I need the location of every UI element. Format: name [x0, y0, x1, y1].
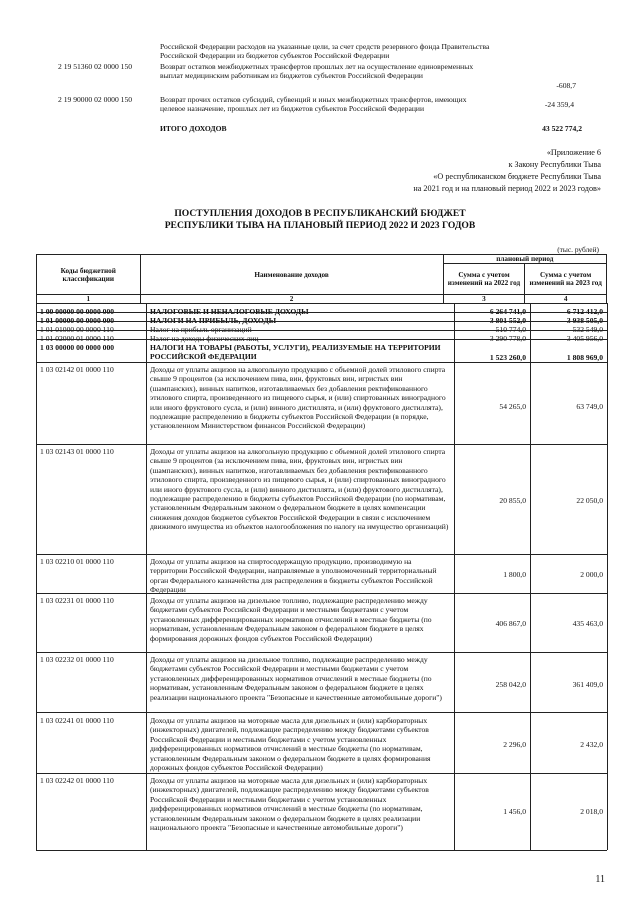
table-border: [530, 303, 531, 850]
table-row-separator: [36, 362, 607, 363]
row-value-2023: 6 712 412,0: [566, 307, 603, 316]
col-header-codes: Коды бюджетной классификации: [37, 255, 141, 295]
row-code: 1 01 01000 00 0000 110: [40, 325, 114, 334]
row-code: 1 03 02241 01 0000 110: [40, 716, 114, 725]
document-title: РЕСПУБЛИКИ ТЫВА НА ПЛАНОВЫЙ ПЕРИОД 2022 И 2023 ГОДОВ: [164, 220, 476, 231]
table-border: [146, 303, 147, 850]
row-name: Доходы от уплаты акцизов на моторные масла для дизельных и (или) карбюраторных (инжекторных) двигателей, подлежащие распределению между бюджетами субъектов Российской Федерации и местными бюджетами с учетом установленных дифференцированных нормативов отчислений в местные бюджеты (по нормативам, установленным Федеральным законом о федеральном бюджете в целях формирования дорожных фондов субъектов Российской Федерации): [150, 716, 431, 773]
row-name: Доходы от уплаты акцизов на дизельное топливо, подлежащие распределению между бюджетами субъектов Российской Федерации и местными бюджетами с учетом установленных дифференцированных нормативов отчислений в местные бюджеты (по нормативам, установленным Федеральным законом о федеральном бюджете в целях формирования дорожных фондов субъектов Российской Федерации): [150, 596, 432, 643]
page-number: 11: [595, 874, 605, 885]
row-value-2023: 361 409,0: [572, 680, 603, 689]
row-code: 1 03 02242 01 0000 110: [40, 776, 114, 785]
row-value-2023: 435 463,0: [572, 619, 603, 628]
row-name: НАЛОГИ НА ПРИБЫЛЬ, ДОХОДЫ: [150, 316, 277, 325]
row-value-2022: 2 296,0: [503, 740, 526, 749]
table-border: [454, 303, 455, 850]
row-value-2022: 258 042,0: [495, 680, 526, 689]
total-value: 43 522 774,2: [542, 124, 582, 133]
row-name: Доходы от уплаты акцизов на спиртосодержащую продукцию, производимую на территории Российской Федерации, направляемые в уполномоченный территориальный орган Федерального казначейства для распределения в бюджеты субъектов Российской Федерации: [150, 557, 437, 595]
table-row-separator: [36, 652, 607, 653]
appendix-line: к Закону Республики Тыва: [508, 160, 601, 169]
row-code: 1 03 02142 01 0000 110: [40, 365, 114, 374]
row-code: 1 03 02231 01 0000 110: [40, 596, 114, 605]
row-name: Доходы от уплаты акцизов на алкогольную продукцию с объемной долей этилового спирта свыше 9 процентов (за исключением пива, вин, фруктовых вин, игристых вин (шампанских), винных напитков, изготавливаемых без добавления ректификованного этилового спирта, произведенного из пищевого сырья, и (или) спиртованных виноградного или иного фруктового сусла, и (или) винного дистиллята, и (или) фруктового дистиллята), подлежащие распределению в бюджеты субъектов Российской Федерации (в порядке, установленном Министерством финансов Российской Федерации): [150, 365, 446, 431]
total-label: ИТОГО ДОХОДОВ: [160, 124, 227, 133]
row-code: 1 03 02232 01 0000 110: [40, 655, 114, 664]
income-table-header: [36, 254, 607, 304]
row-value: -608,7: [556, 81, 576, 90]
row-value-2023: 22 050,0: [576, 496, 603, 505]
continuation-text: Российской Федерации расходов на указанные цели, за счет средств резервного фонда Правительства Российской Федерации из бюджетов субъектов Российской Федерации: [160, 42, 490, 61]
table-row-separator: [36, 303, 607, 304]
row-value-2022: 20 855,0: [499, 496, 526, 505]
row-value-2022: 510 774,0: [495, 325, 526, 334]
table-row-separator: [36, 339, 607, 340]
table-border: [607, 303, 608, 850]
row-name: НАЛОГИ НА ТОВАРЫ (РАБОТЫ, УСЛУГИ), РЕАЛИЗУЕМЫЕ НА ТЕРРИТОРИИ РОССИЙСКОЙ ФЕДЕРАЦИИ: [150, 343, 441, 362]
row-code: 2 19 51360 02 0000 150: [58, 62, 133, 71]
document-title: ПОСТУПЛЕНИЯ ДОХОДОВ В РЕСПУБЛИКАНСКИЙ БЮДЖЕТ: [174, 208, 466, 219]
row-value-2022: 406 867,0: [495, 619, 526, 628]
row-name: Доходы от уплаты акцизов на моторные масла для дизельных и (или) карбюраторных (инжекторных) двигателей, подлежащие распределению между бюджетами субъектов Российской Федерации и местными бюджетами с учетом установленных дифференцированных нормативов отчислений в местные бюджеты (по нормативам, установленным Федеральным законом о федеральном бюджете в целях реализации национального проекта "Безопасные и качественные автомобильные дороги"): [150, 776, 429, 833]
row-code: 1 00 00000 00 0000 000: [40, 307, 115, 316]
row-code: 1 03 02143 01 0000 110: [40, 447, 114, 456]
table-row-separator: [36, 554, 607, 555]
row-name: Доходы от уплаты акцизов на дизельное топливо, подлежащие распределению между бюджетами субъектов Российской Федерации и местными бюджетами с учетом установленных дифференцированных нормативов отчислений в местные бюджеты (по нормативам, установленным Федеральным законом о федеральном бюджете в целях реализации национального проекта "Безопасные и качественные автомобильные дороги"): [150, 655, 442, 702]
units-label: (тыс. рублей): [557, 245, 599, 254]
row-value-2022: 1 456,0: [503, 807, 526, 816]
col-num: 3: [443, 295, 525, 304]
row-value-2023: 532 549,0: [572, 325, 603, 334]
table-border: [36, 303, 37, 850]
table-border: [36, 850, 607, 851]
col-header-planned: плановый период: [443, 255, 606, 264]
table-row-separator: [36, 444, 607, 445]
row-value-2023: 2 000,0: [580, 570, 603, 579]
table-row-separator: [36, 330, 607, 331]
row-name: Возврат остатков межбюджетных трансфертов прошлых лет на осуществление единовременных выплат медицинским работникам из бюджетов субъектов Российской Федерации: [160, 62, 474, 81]
row-name: Налог на прибыль организаций: [150, 325, 252, 334]
row-code: 1 01 00000 00 0000 000: [40, 316, 115, 325]
col-header-2022: Сумма с учетом изменений на 2022 год: [443, 264, 525, 295]
col-num: 2: [140, 295, 443, 304]
row-name: Возврат прочих остатков субсидий, субвенций и иных межбюджетных трансфертов, имеющих целевое назначение, прошлых лет из бюджетов субъектов Российской Федерации: [160, 95, 467, 114]
row-value-2023: 2 018,0: [580, 807, 603, 816]
table-row-separator: [36, 312, 607, 313]
row-value-2023: 1 808 969,0: [566, 353, 603, 362]
row-name: НАЛОГОВЫЕ И НЕНАЛОГОВЫЕ ДОХОДЫ: [150, 307, 309, 316]
row-value-2023: 63 749,0: [576, 402, 603, 411]
row-value-2023: 3 938 505,0: [566, 316, 603, 325]
col-header-name: Наименование доходов: [140, 255, 443, 295]
row-name: Доходы от уплаты акцизов на алкогольную продукцию с объемной долей этилового спирта свыше 9 процентов (за исключением пива, вин, фруктовых вин, игристых вин (шампанских), винных напитков, изготавливаемых без добавления ректификованного этилового спирта, произведенного из пищевого сырья, и (или) спиртованных виноградного или иного фруктового сусла, и (или) винного дистиллята, и (или) фруктового дистиллята), подлежащие распределению в бюджеты субъектов Российской Федерации (по нормативам, установленным Федеральным законом о федеральном бюджете в целях компенсации снижения доходов бюджетов субъектов Российской Федерации в связи с исключением движимого имущества из объектов налогообложения по налогу на имущество организаций): [150, 447, 449, 532]
appendix-line: на 2021 год и на плановый период 2022 и 2023 годов»: [413, 184, 601, 193]
appendix-line: «Приложение 6: [546, 148, 601, 157]
table-row-separator: [36, 712, 607, 713]
row-value-2022: 3 290 778,0: [489, 334, 526, 343]
col-num: 1: [37, 295, 141, 304]
row-value-2022: 6 264 741,0: [489, 307, 526, 316]
appendix-line: «О республиканском бюджете Республики Тыва: [433, 172, 601, 181]
row-code: 1 03 00000 00 0000 000: [40, 343, 115, 352]
col-num: 4: [525, 295, 607, 304]
row-value-2022: 1 800,0: [503, 570, 526, 579]
row-value: -24 359,4: [544, 100, 574, 109]
row-code: 2 19 90000 02 0000 150: [58, 95, 133, 104]
table-row-separator: [36, 321, 607, 322]
row-value-2022: 3 801 552,0: [489, 316, 526, 325]
row-name: Налог на доходы физических лиц: [150, 334, 259, 343]
col-header-2023: Сумма с учетом изменений на 2023 год: [525, 264, 607, 295]
row-value-2023: 3 405 956,0: [566, 334, 603, 343]
row-value-2022: 54 265,0: [499, 402, 526, 411]
table-row-separator: [36, 773, 607, 774]
row-code: 1 01 02000 01 0000 110: [40, 334, 114, 343]
table-row-separator: [36, 593, 607, 594]
row-code: 1 03 02210 01 0000 110: [40, 557, 114, 566]
row-value-2023: 2 432,0: [580, 740, 603, 749]
row-value-2022: 1 523 260,0: [489, 353, 526, 362]
